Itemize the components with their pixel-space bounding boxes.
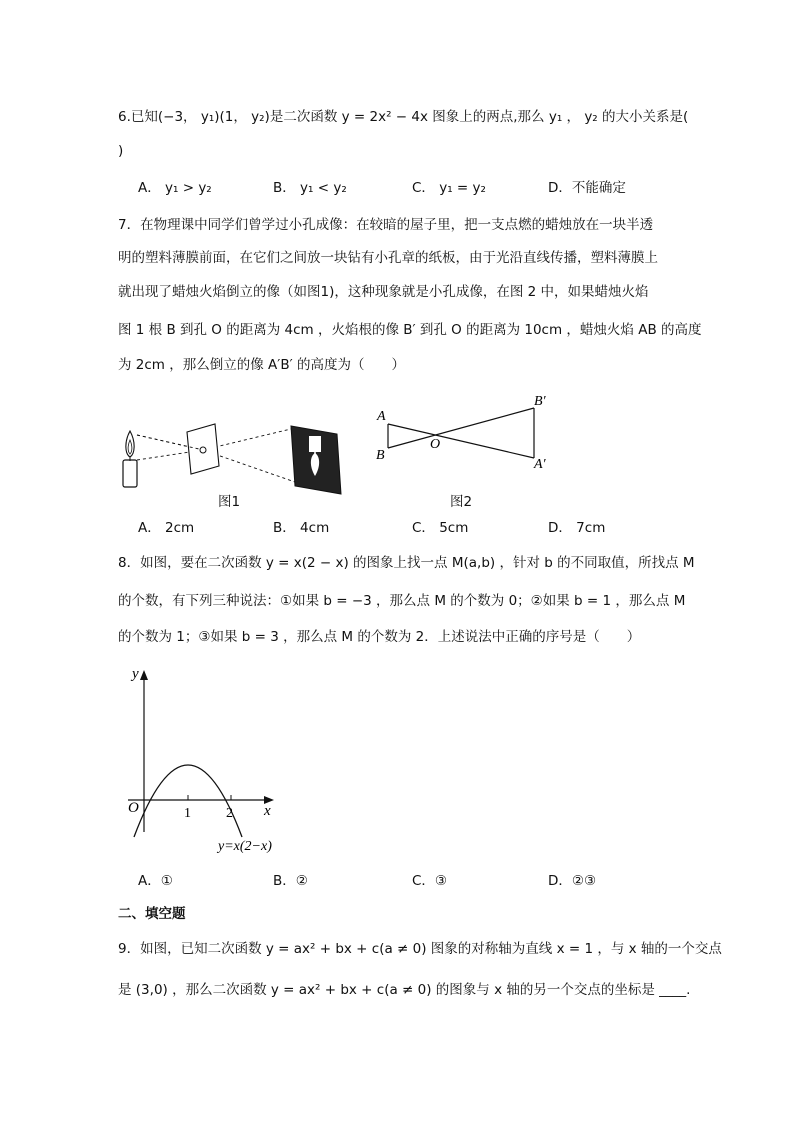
q6-option-b: B． y₁ < y₂ [273,180,347,196]
q6-option-a: A． y₁ > y₂ [138,180,212,196]
section-title-fill-in: 二、填空题 [118,906,186,922]
q6-option-d: D．不能确定 [548,180,626,196]
parabola-graph [120,662,300,862]
q8-option-b: B．② [273,873,308,889]
q7-line-5: 为 2cm ，那么倒立的像 A′B′ 的高度为（ ） [118,357,405,373]
q9-line-2: 是 (3,0) ，那么二次函数 y = ax² + bx + c(a ≠ 0) 的图象与 x 轴的另一个交点的坐标是 ____. [118,982,691,998]
q8-option-d: D．②③ [548,873,597,889]
pinhole-figure-2 [370,388,560,478]
curve-label: y=x(2−x) [218,839,272,854]
y-axis-label: y [132,666,139,682]
q8-option-a: A．① [138,873,173,889]
pinhole [200,447,206,453]
label-a: A [377,409,386,424]
origin-label: O [128,800,139,816]
label-b-prime: B′ [534,394,546,409]
q7-line-4: 图 1 根 B 到孔 O 的距离为 4cm ，火焰根的像 B′ 到孔 O 的距离为 10cm ，蜡烛火焰 AB 的高度 [118,322,702,338]
q7-option-a: A． 2cm [138,520,195,536]
q6-line-2: ) [118,143,124,159]
parabola-curve [134,765,242,837]
fig1-caption: 图1 [218,494,241,510]
q7-option-d: D． 7cm [548,520,606,536]
q8-line-3: 的个数为 1；③如果 b = 3 ，那么点 M 的个数为 2．上述说法中正确的序号是（ ） [118,629,641,645]
q7-line-2: 明的塑料薄膜前面，在它们之间放一块钻有小孔章的纸板，由于光沿直线传播，塑料薄膜上 [118,250,658,266]
fig2-caption: 图2 [450,494,473,510]
q7-line-3: 就出现了蜡烛火焰倒立的像（如图1)，这种现象就是小孔成像，在图 2 中，如果蜡烛火焰 [118,284,649,300]
y-axis-arrow [140,670,148,680]
x-axis-label: x [264,803,271,819]
q7-line-1: 7．在物理课中同学们曾学过小孔成像：在较暗的屋子里，把一支点燃的蜡烛放在一块半透 [118,217,654,233]
label-o: O [430,437,441,452]
q8-line-1: 8．如图，要在二次函数 y = x(2 − x) 的图象上找一点 M(a,b) ，针对 b 的不同取值，所找点 M [118,555,695,571]
candle-body [123,460,137,487]
q8-line-2: 的个数，有下列三种说法：①如果 b = −3 ，那么点 M 的个数为 0；②如果 b = 1 ，那么点 M [118,593,686,609]
q9-line-1: 9．如图，已知二次函数 y = ax² + bx + c(a ≠ 0) 图象的对称轴为直线 x = 1 ，与 x 轴的一个交点 [118,941,722,957]
label-a-prime: A′ [534,457,546,472]
tick-label-2: 2 [226,806,233,821]
label-b: B [376,448,385,463]
pinhole-figure-1 [115,418,355,498]
q6-option-c: C． y₁ = y₂ [412,180,486,196]
q8-option-c: C．③ [412,873,448,889]
q6-line-1: 6.已知(−3， y₁)(1， y₂)是二次函数 y = 2x² − 4x 图象上的两点,那么 y₁ ， y₂ 的大小关系是( [118,109,689,125]
tick-label-1: 1 [184,806,191,821]
q7-option-b: B． 4cm [273,520,330,536]
q7-option-c: C． 5cm [412,520,469,536]
